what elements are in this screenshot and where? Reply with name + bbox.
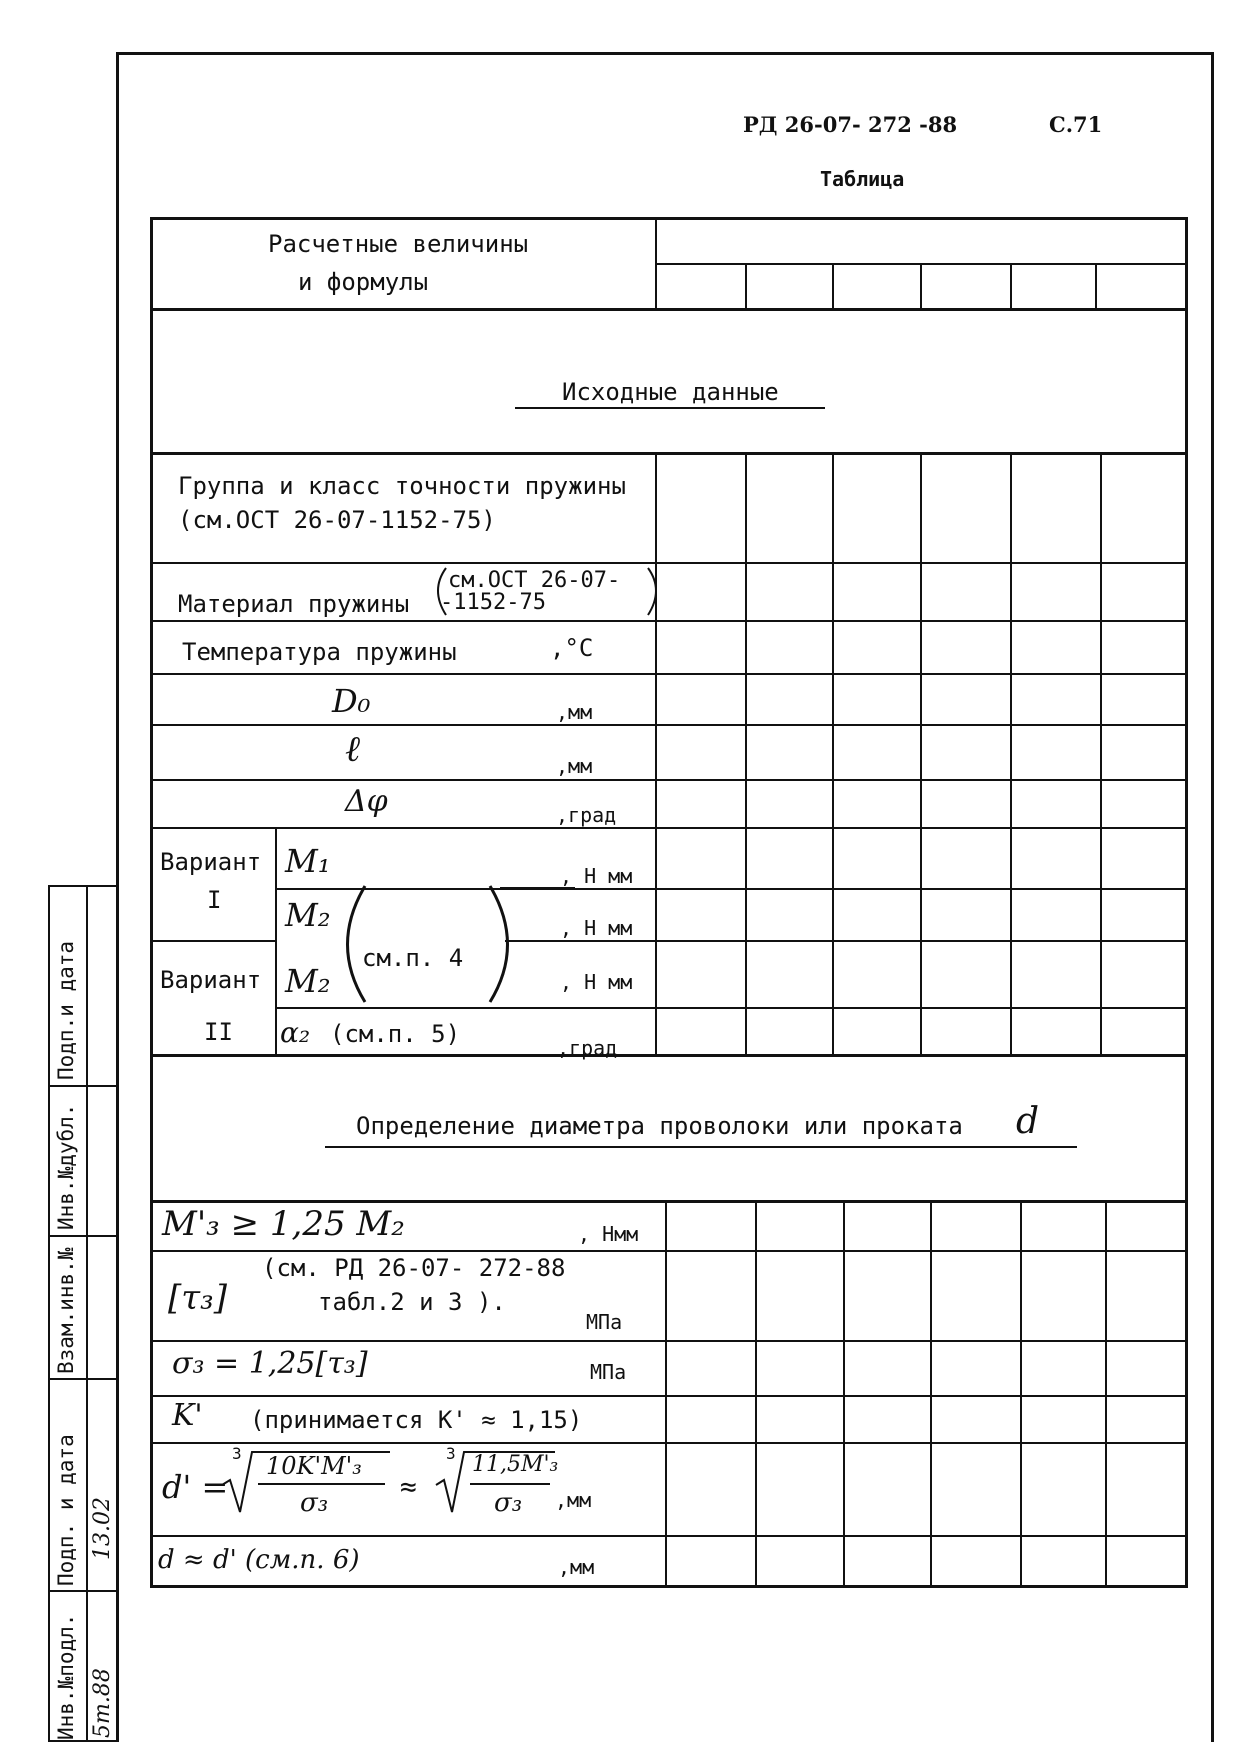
dprime-approx: ≈ xyxy=(400,1470,417,1503)
row-temperature-label: Температура пружины xyxy=(182,638,457,666)
dprime-den1: σ₃ xyxy=(300,1488,329,1518)
variant-2-label: Вариант xyxy=(160,966,262,994)
dprime-num1: 10K'M'₃ xyxy=(266,1452,362,1480)
section-title-underline xyxy=(515,407,825,409)
sigma-formula: σ₃ = 1,25[τ₃] xyxy=(172,1346,368,1381)
row-dphi-symbol: Δφ xyxy=(345,784,388,819)
row-dphi-unit: ,град xyxy=(556,803,617,827)
sigma-unit: МПа xyxy=(590,1360,627,1384)
section-title-initial-data: Исходные данные xyxy=(562,378,779,406)
alpha2-unit: ,град xyxy=(557,1036,618,1060)
section-title-diameter: Определение диаметра проволоки или проката xyxy=(356,1112,963,1140)
m1-unit: , Н мм xyxy=(560,864,633,888)
dprime-lhs: d' = xyxy=(162,1468,229,1506)
variant-1-label: Вариант xyxy=(160,848,262,876)
tau-ref-line2: табл.2 и 3 ). xyxy=(318,1288,506,1316)
section-title-d-symbol: d xyxy=(1016,1101,1040,1142)
variant-2-number: II xyxy=(204,1018,233,1046)
dprime-num2: 11,5M'₃ xyxy=(472,1452,559,1477)
table-caption: Таблица xyxy=(820,167,905,191)
stamp-vzam-inv: Взам.инв.№ xyxy=(54,1247,78,1374)
stamp-inv-dubl: Инв.№дубл. xyxy=(54,1103,78,1230)
row-temperature-unit: ,°С xyxy=(550,634,594,662)
see-p4-text: см.п. 4 xyxy=(362,944,464,972)
cube-root-index-1: 3 xyxy=(232,1444,242,1463)
dprime-unit: ,мм xyxy=(555,1488,592,1512)
m2-symbol: M₂ xyxy=(285,896,331,934)
m2-unit: , Н мм xyxy=(560,916,633,940)
table-head-title-line2: и формулы xyxy=(298,268,429,296)
tau-symbol: [τ₃] xyxy=(168,1278,227,1318)
d-unit: ,мм xyxy=(558,1555,595,1579)
row-material-label: Материал пружины xyxy=(178,590,410,618)
dprime-den2: σ₃ xyxy=(494,1488,523,1518)
m3-formula: M'₃ ≥ 1,25 M₂ xyxy=(162,1204,405,1244)
row-d0-symbol: D₀ xyxy=(332,682,371,720)
row-l-unit: ,мм xyxy=(556,754,593,778)
table-head-title-line1: Расчетные величины xyxy=(268,230,529,258)
stamp-handwritten-date: 13.02 xyxy=(90,1497,115,1560)
section2-title-underline xyxy=(325,1146,1077,1148)
row-spring-group: Группа и класс точности пружины xyxy=(178,472,626,500)
row-l-symbol: ℓ xyxy=(345,729,360,770)
stamp-sign-date: Подп.и дата xyxy=(54,940,78,1080)
k-text: (принимается K' ≈ 1,15) xyxy=(250,1406,583,1434)
stamp-sign-date-2: Подп. и дата xyxy=(54,1434,78,1586)
page-number: С.71 xyxy=(1049,112,1103,137)
row-spring-group-ref: (см.ОСТ 26-07-1152-75) xyxy=(178,506,496,534)
stamp-handwritten-num: 5т.88 xyxy=(90,1668,115,1738)
alpha2-ref: (см.п. 5) xyxy=(330,1020,461,1048)
m2-variant2-symbol: M₂ xyxy=(285,962,331,1000)
m1-symbol: M₁ xyxy=(285,842,331,880)
row-d0-unit: ,мм xyxy=(556,700,593,724)
stamp-inv-podl: Инв.№подл. xyxy=(54,1613,78,1740)
row-material-ref-line1: см.ОСТ 26-07- xyxy=(448,568,621,593)
tau-unit: МПа xyxy=(586,1310,623,1334)
m3-unit: , Нмм xyxy=(578,1222,639,1246)
d-formula: d ≈ d' (см.п. 6) xyxy=(158,1545,360,1575)
row-material-ref-line2: -1152-75 xyxy=(440,590,546,615)
document-code: РД 26-07- 272 -88 xyxy=(743,112,958,137)
alpha2-symbol: α₂ xyxy=(280,1016,311,1049)
variant-1-number: I xyxy=(207,886,222,914)
k-symbol: K' xyxy=(172,1398,203,1433)
cube-root-index-2: 3 xyxy=(446,1444,456,1463)
tau-ref-line1: (см. РД 26-07- 272-88 xyxy=(262,1254,566,1282)
m2-variant2-unit: , Н мм xyxy=(560,970,633,994)
